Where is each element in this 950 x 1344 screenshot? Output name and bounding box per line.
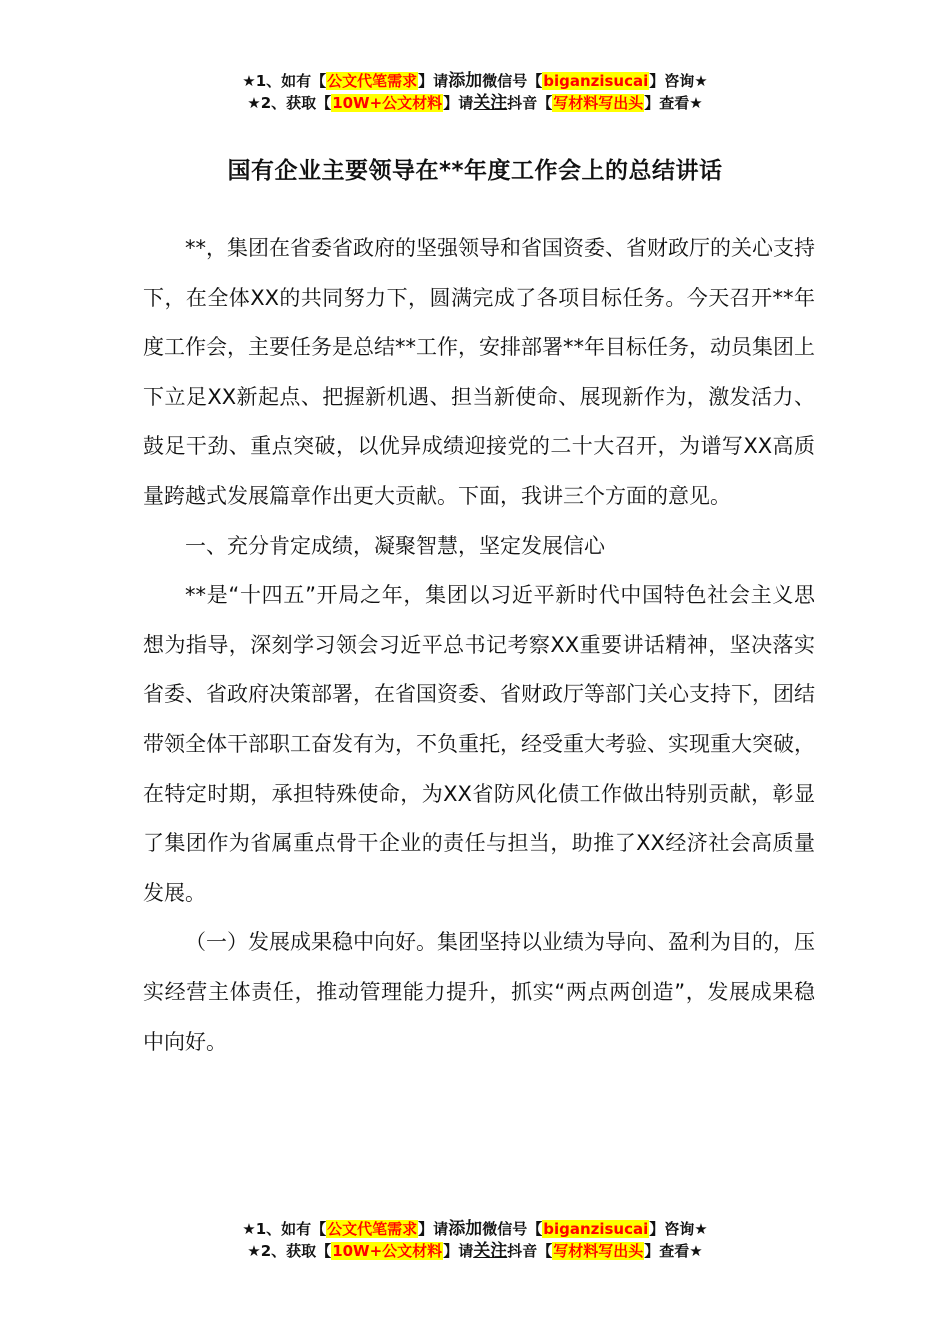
document-title: 国有企业主要领导在**年度工作会上的总结讲话	[227, 158, 723, 184]
paragraph: **是“十四五”开局之年，集团以习近平新时代中国特色社会主义思想为指导，深刻学习领会习近平总书记考察XX重要讲话精神，坚决落实省委、省政府决策部署，在省国资委、省财政厅等部门关心支持下，团结带领全体干部职工奋发有为，不负重托，经受重大考验、实现重大突破，在特定时期，承担特殊使命，为XX省防风化债工作做出特别贡献，彰显了集团作为省属重点骨干企业的责任与担当，助推了XX经济社会高质量发展。	[143, 583, 815, 905]
banner-line-1	[0, 1218, 950, 1240]
banner-text: 】请	[418, 1220, 449, 1238]
banner-text: 】请	[443, 94, 474, 112]
banner-emphasis: 添加	[448, 1219, 483, 1239]
banner-text: 微信号【	[482, 72, 543, 90]
banner-text: 抖音【	[507, 94, 553, 112]
banner-text: ★2、获取【	[247, 1242, 332, 1260]
banner-text: 微信号【	[482, 1220, 543, 1238]
banner-highlight: biganzisucai	[543, 1220, 649, 1238]
paragraph: （一）发展成果稳中向好。集团坚持以业绩为导向、盈利为目的，压实经营主体责任，推动管理能力提升，抓实“两点两创造”，发展成果稳中向好。	[143, 930, 815, 1054]
banner-highlight: 10W+公文材料	[332, 94, 443, 112]
banner-emphasis: 关注	[473, 1241, 508, 1261]
header-banner	[0, 70, 950, 114]
banner-text: ★2、获取【	[247, 94, 332, 112]
banner-highlight: 公文代笔需求	[327, 1220, 418, 1238]
banner-highlight: 写材料写出头	[553, 94, 644, 112]
banner-line-2	[0, 92, 950, 114]
banner-line-2	[0, 1240, 950, 1262]
footer-banner	[0, 1218, 950, 1262]
document-body	[143, 224, 815, 1067]
banner-text: ★1、如有【	[242, 72, 327, 90]
banner-text: 】查看★	[644, 1242, 703, 1260]
banner-emphasis: 添加	[448, 71, 483, 91]
banner-highlight: biganzisucai	[543, 72, 649, 90]
banner-text: 】咨询★	[649, 1220, 708, 1238]
banner-highlight: 公文代笔需求	[327, 72, 418, 90]
paragraph: **，集团在省委省政府的坚强领导和省国资委、省财政厅的关心支持下，在全体XX的共同努力下，圆满完成了各项目标任务。今天召开**年度工作会，主要任务是总结**工作，安排部署**年目标任务，动员集团上下立足XX新起点、把握新机遇、担当新使命、展现新作为，激发活力、鼓足干劲、重点突破，以优异成绩迎接党的二十大召开，为谱写XX高质量跨越式发展篇章作出更大贡献。下面，我讲三个方面的意见。	[143, 236, 815, 508]
banner-highlight: 10W+公文材料	[332, 1242, 443, 1260]
banner-emphasis: 关注	[473, 93, 508, 113]
banner-text: 抖音【	[507, 1242, 553, 1260]
banner-line-1	[0, 70, 950, 92]
banner-text: 】咨询★	[649, 72, 708, 90]
banner-text: 】请	[418, 72, 449, 90]
banner-text: 】查看★	[644, 94, 703, 112]
section-heading: 一、充分肯定成绩，凝聚智慧，坚定发展信心	[185, 533, 605, 558]
banner-text: 】请	[443, 1242, 474, 1260]
banner-text: ★1、如有【	[242, 1220, 327, 1238]
banner-highlight: 写材料写出头	[553, 1242, 644, 1260]
